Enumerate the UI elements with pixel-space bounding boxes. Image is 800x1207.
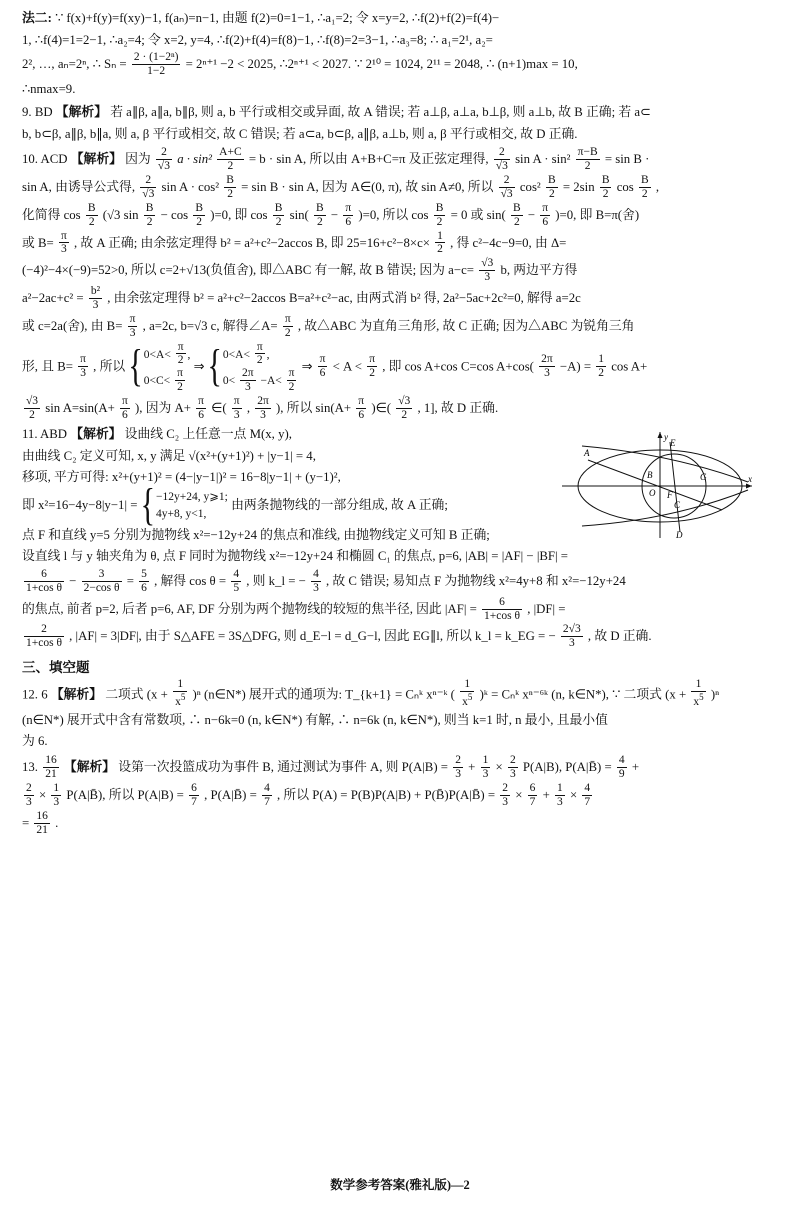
svg-text:D: D [676,529,683,540]
q11-case-system [140,480,228,531]
q10-text-7a: 或 c=2a(舍), 由 B= [22,318,123,333]
q13-text-1e: + [631,760,640,775]
q13-frac-2-3-c: $\frac{2}{3}$ [26,781,32,808]
q12-answer: 6 [41,687,48,702]
q13-text-2g: × [569,787,578,802]
q10-text-3i: − [527,207,536,222]
q13-text-2a: × [38,787,47,802]
q13-text-3: = [22,815,30,830]
svg-text:B: B [647,469,653,480]
q13-text-1b: + [468,760,476,775]
q10-text-5a: (−4)²−4×(−9)=52>0, 所以 c=2+√13(负值舍), 即△ABC 有一解, 故 B 错误; 因为 a−c= [22,263,474,278]
q13-period: . [55,815,59,830]
q10-frac-pi-2-b: $\frac{\pi}{2}$ [177,340,184,367]
q10-text-9a: sin A=sin(A+ [45,401,115,415]
q10-frac-b-2-g: $\frac{B}{2}$ [195,201,203,228]
q10-frac-b-2-c: $\frac{B}{2}$ [601,174,610,200]
q11-line-1 [22,424,562,445]
q10-brace-1: { [128,341,143,392]
svg-text:O: O [649,487,656,498]
q13-answer-fraction [43,754,59,781]
q10-frac-pi-3-c: $\frac{\pi}{3}$ [80,353,86,380]
q8-label: 法二: [22,11,52,25]
q8-sum-fraction [132,51,181,78]
question-10-block [22,146,778,422]
q10-line-7 [22,313,778,340]
q12-text-1a: 二项式 (x + [105,687,168,702]
q10-text-4b: , 故 A 正确; 由余弦定理得 b² = a²+c²−2accos B, 即 25=16+c²−8×c× [73,235,430,250]
q8-text-3b: = 2ⁿ⁺¹ −2 < 2025, ∴2ⁿ⁺¹ < 2027. ∵ 2¹⁰ = 1024, 2¹¹ = 2048, ∴ (n+1)max = 10, [185,57,578,72]
q10-text-1c: = b · sin A, 所以由 A+B+C=π 及正弦定理得, [248,152,489,167]
q10-line-5 [22,257,778,284]
question-8-block [22,8,778,100]
q13-answer-num: 16 [45,754,57,767]
q11-line-8 [22,596,778,623]
q10-answer: ACD [40,152,68,167]
q10-frac-2-sqrt3-c: $\frac{2}{√3}$ [142,174,155,200]
page-content [22,8,778,838]
q11-text-7a: = [126,573,134,588]
question-11-block [22,424,778,650]
q11-text-1: 设曲线 C₂ 上任意一点 M(x, y), [124,426,292,441]
q10-frac-pi-2-d: $\frac{\pi}{2}$ [256,340,263,367]
q10-frac-b-2-f: $\frac{B}{2}$ [145,201,154,228]
q11-brace: { [140,480,156,531]
q11-line-9 [22,623,778,650]
q10-text-5b: b, 两边平方得 [500,263,578,278]
q10-frac-2pi-3-c: $\frac{2\pi}{3}$ [257,395,269,421]
q11-frac-4-5: $\frac{4}{5}$ [233,567,240,594]
q10-frac-b-2: $\frac{B}{2}$ [226,174,234,200]
q10-text-2d: cos² [519,180,541,194]
q12-number: 12. [22,687,38,702]
q10-text-3j: )=0, 即 B=π(舍) [555,207,640,222]
q13-number: 13. [22,760,38,775]
q13-frac-6-7-b: $\frac{6}{7}$ [529,781,536,808]
q10-frac-b-2-e: $\frac{B}{2}$ [87,201,96,228]
q10-text-9b: ), 因为 A+ [135,401,191,415]
q10-text-1b: a · sin² [177,152,212,167]
q8-text-3a: 2², …, aₙ=2ⁿ, ∴ Sₙ = [22,57,127,72]
q8-line-4: ∴nmax=9. [22,82,76,97]
q11-minus-1: − [69,573,77,588]
q10-text-3a: 化简得 cos [22,207,81,222]
q13-text-1c: × [495,760,503,775]
q10-frac-pi-3: $\frac{\pi}{3}$ [60,229,67,256]
q12-line-1 [22,678,778,709]
q10-frac-2-sqrt3-d: $\frac{2}{√3}$ [500,174,513,200]
q10-text-7b: , a=2c, b=√3 c, 解得∠A= [142,318,278,333]
q10-frac-sqrt3-3: $\frac{√3}{3}$ [481,257,494,284]
svg-text:x: x [748,473,752,484]
q10-text-4c: , 得 c²−4c−9=0, 由 Δ= [450,235,567,250]
q10-frac-pi-6-c: $\frac{\pi}{6}$ [319,353,326,380]
question-13-block [22,754,778,836]
q10-text-9c: ∈( [211,401,227,415]
q11-line-3: 移项, 平方可得: x²+(y+1)² = (4−|y−1|)² = 16−8|y−1| + (y−1)², [22,470,341,485]
q11-case-b: 4y+8, y<1, [156,508,207,521]
q10-text-3e: sin( [289,207,309,222]
q10-line-3 [22,202,778,229]
q12-frac-1-x5-b: $\frac{1}{x^5}$ [462,678,473,708]
q10-case-2c: −A< [260,375,282,388]
page-footer: 数学参考答案(雅礼版)—2 [330,1178,470,1192]
question-12-block [22,678,778,752]
q13-text-1d: P(A|B), P(A|B̄) = [522,760,612,775]
q12-text-1b: )ⁿ (n∈N*) 展开式的通项为: T_{k+1} = Cₙᵏ xⁿ⁻ᵏ ( [192,687,455,702]
q13-text-2c: , P(A|B̄) = [204,787,257,802]
q11-cases [156,489,228,524]
q10-frac-b-2-j: $\frac{B}{2}$ [435,201,444,228]
q13-text-2b: P(A|B̄), 所以 P(A|B) = [66,787,184,802]
q10-text-2e: = 2sin [562,180,595,194]
q10-text-7c: , 故△ABC 为直角三角形, 故 C 正确; 因为△ABC 为锐角三角 [297,318,635,333]
q11-answer: ABD [40,426,68,441]
q9-answer: BD [34,104,53,119]
q11-figure [552,424,762,542]
q13-answer-den: 21 [45,768,57,781]
q13-frac-2-3: $\frac{2}{3}$ [455,754,461,781]
q10-text-8h: cos A+ [611,359,648,374]
q11-diagram-svg [552,424,762,542]
q10-text-2b: sin A · cos² [161,180,220,194]
q10-line-6 [22,285,778,312]
q10-frac-2-sqrt3-b: $\frac{2}{√3}$ [495,146,508,173]
q13-frac-4-7: $\frac{4}{7}$ [264,781,270,808]
q10-case-2b: 0< [222,375,236,388]
q13-line-1 [22,754,778,781]
q13-frac-4-9: $\frac{4}{9}$ [618,754,625,781]
q10-text-3d: )=0, 即 cos [210,207,268,222]
q10-frac-apc-2: $\frac{A+C}{2}$ [219,146,242,173]
q11-text-7c: , 则 k_l = − [246,573,306,588]
q12-text-1c: )ᵏ = Cₙᵏ xⁿ⁻⁶ᵏ (n, k∈N*), ∵ 二项式 (x + [479,687,687,702]
q13-frac-2-3-d: $\frac{2}{3}$ [502,781,508,808]
q13-text-2e: × [515,787,523,802]
q10-frac-sqrt3-2: $\frac{√3}{2}$ [26,395,39,421]
q10-text-2c: = sin B · sin A, 因为 A∈(0, π), 故 sin A≠0, 所以 [241,180,494,194]
q11-number: 11. [22,426,38,441]
q10-brace-2: { [207,341,222,392]
q8-line-3 [22,51,778,78]
q10-text-3f: − [330,207,339,222]
q11-frac-6-1cos-b: $\frac{6}{\text{1+cos θ}}$ [484,595,520,622]
q10-frac-b2-3: $\frac{\text{b²}}{3}$ [90,285,101,311]
q10-text-8c: ⇒ [193,359,205,374]
q11-line-5: 点 F 和直线 y=5 分别为抛物线 x²=−12y+24 的焦点和准线, 由抛物线定义可知 B 正确; [22,527,490,542]
q10-text-8g: −A) = [559,359,592,374]
svg-text:E: E [670,437,676,448]
q10-text-9e: ), 所以 sin(A+ [275,401,352,415]
q11-case-a: −12y+24, y⩾1; [156,491,228,503]
q10-text-3c: − cos [160,207,189,222]
q11-line-4 [22,480,562,531]
q10-frac-pi-6: $\frac{\pi}{6}$ [345,201,352,228]
q13-frac-4-7-b: $\frac{4}{7}$ [584,781,591,808]
q12-line-2: (n∈N*) 展开式中含有常数项, ∴ n−6k=0 (n, k∈N*) 有解, ∴ n=6k (n, k∈N*), 则当 k=1 时, n 最小, 且最小值 [22,712,608,727]
q10-text-9f: )∈( [371,401,391,415]
svg-text:y: y [664,431,668,442]
q10-text-9g: , 1], 故 D 正确. [417,401,499,415]
q10-text-1a: 因为 [125,152,151,167]
q11-line-7 [22,568,778,595]
q11-text-9a: , |AF| = 3|DF|, 由于 S△AFE = 3S△DFG, 则 d_E−l = d_G−l, 因此 EG∥l, 所以 k_l = k_EG = − [69,629,556,644]
q10-text-8b: , 所以 [93,359,126,374]
q10-frac-pi-3-d: $\frac{\pi}{3}$ [233,395,240,421]
q13-analysis-label: 【解析】 [63,760,116,775]
q10-frac-1-2: $\frac{1}{2}$ [437,229,443,256]
q13-frac-6-7: $\frac{6}{7}$ [191,781,197,808]
q11-line-6: 设直线 l 与 y 轴夹角为 θ, 点 F 同时为抛物线 x²=−12y+24 和椭圆 C₁ 的焦点, p=6, |AB| = |AF| − |BF| = [22,549,569,564]
q10-text-1d: sin A · sin² [515,152,571,167]
q13-frac-2-3-b: $\frac{2}{3}$ [509,754,516,781]
q10-text-3h: = 0 或 sin( [450,207,506,222]
q10-frac-pi-2-e: $\frac{\pi}{2}$ [288,367,295,394]
q11-analysis-label: 【解析】 [70,426,122,441]
q10-text-2a: sin A, 由诱导公式得, [22,180,136,194]
q10-number: 10. [22,152,38,167]
q10-case-1b: 0<C< [143,375,171,388]
q13-text-2d: , 所以 P(A) = P(B)P(A|B) + P(B̄)P(A|B̄) = [277,787,496,802]
q10-analysis-label: 【解析】 [70,152,122,167]
q11-text-7b: , 解得 cos θ = [154,573,227,588]
q10-frac-pi-2-f: $\frac{\pi}{2}$ [369,353,375,380]
question-9-block [22,102,778,144]
q10-line-4 [22,230,778,257]
q10-frac-b-2-d: $\frac{B}{2}$ [640,174,649,200]
q10-text-8e: < A < [332,359,362,374]
q10-frac-pi-2: $\frac{\pi}{2}$ [284,312,291,339]
q10-text-1e: = sin B · [604,152,650,167]
q11-frac-2-1cos: $\frac{2}{\text{1+cos θ}}$ [26,623,62,650]
q10-text-2g: , [655,180,660,194]
q12-analysis-label: 【解析】 [50,687,102,702]
q10-frac-pi-6-b: $\frac{\pi}{6}$ [542,201,549,228]
q8-line-1 [22,8,778,29]
q11-text-4a: 即 x²=16−4y−8|y−1| = [22,498,138,513]
q10-frac-1-2-b: $\frac{1}{2}$ [598,353,605,380]
q12-text-1d: )ⁿ [710,687,720,702]
section-title-fill-in-blanks: 三、填空题 [22,660,90,676]
q10-frac-b-2-h: $\frac{B}{2}$ [274,201,283,228]
q9-line-1 [22,102,778,123]
q10-line-9 [22,395,778,422]
q10-frac-pi-2-c: $\frac{\pi}{2}$ [177,367,183,394]
q10-frac-pi-6-e: $\frac{\pi}{6}$ [198,395,204,421]
q10-case-2a: 0<A< [222,348,250,361]
q11-text-8a: 的焦点, 前者 p=2, 后者 p=6, AF, DF 分别为两个抛物线的较短的焦半径, 因此 |AF| = [22,601,477,616]
q9-text-1: 若 a∥β, a∥a, b∥β, 则 a, b 平行或相交或异面, 故 A 错误; 若 a⊥β, a⊥a, b⊥β, 则 a⊥b, 故 B 正确; 若 a⊂ [110,104,651,119]
q10-line-1 [22,146,778,173]
q10-text-4a: 或 B= [22,235,54,250]
q10-frac-sqrt3-2-b: $\frac{√3}{2}$ [398,395,411,421]
q10-text-8d: ⇒ [301,359,313,374]
q12-line-3: 为 6. [22,734,48,749]
q13-text-2f: + [542,787,550,802]
q13-line-3 [22,810,778,837]
q11-text-7d: , 故 C 错误; 易知点 F 为抛物线 x²=4y+8 和 x²=−12y+24 [326,573,626,588]
q11-text-4b: 由两条抛物线的一部分组成, 故 A 正确; [231,498,448,513]
q10-case-system-2 [208,341,299,395]
q11-frac-5-6: $\frac{5}{6}$ [141,567,147,594]
q10-text-6b: , 由余弦定理得 b² = a²+c²−2accos B=a²+c²−ac, 由两式消 b² 得, 2a²−5ac+2c²=0, 解得 a=2c [107,291,581,305]
q11-line-2: 由曲线 C₂ 定义可知, x, y 满足 √(x²+(y+1)²) + |y−1| = 4, [22,448,316,463]
q10-cases-2: 0<A< $\frac{\pi}{2}$ , 0< $\frac{2\pi}{3}$ −A< $\frac{\pi}{2}$ [222,340,295,394]
q13-frac-1-3-b: $\frac{1}{3}$ [53,781,60,808]
q10-frac-2pi-3-b: $\frac{2\pi}{3}$ [541,353,553,380]
q8-text-1: ∵ f(x)+f(y)=f(xy)−1, f(aₙ)=n−1, 由题 f(2)=0=1−1, ∴a₁=2; 令 x=y=2, ∴f(2)+f(2)=f(4)− [55,11,500,25]
q9-line-2: b, b⊂β, a∥β, b∥a, 则 a, β 平行或相交, 故 C 错误; 若 a⊂a, b⊂β, a∥β, a⊥b, 则 a, β 平行或相交, 故 D 正确. [22,126,578,141]
q10-frac-pi-b-2: $\frac{\pi-B}{2}$ [577,146,598,173]
q10-text-6a: a²−2ac+c² = [22,291,84,305]
q13-line-2 [22,782,778,809]
q13-frac-16-21: $\frac{16}{21}$ [36,809,48,836]
q10-frac-2pi-3: $\frac{2\pi}{3}$ [242,367,254,394]
q9-analysis-label: 【解析】 [55,104,107,119]
q11-frac-4-3: $\frac{4}{3}$ [313,567,319,594]
q10-text-8a: 形, 且 B= [22,359,73,374]
q10-frac-2-sqrt3: $\frac{2}{√3}$ [157,146,170,173]
q10-text-3g: )=0, 所以 cos [358,207,429,222]
q8-line-2: 1, ∴f(4)=1=2−1, ∴a₂=4; 令 x=2, y=4, ∴f(2)+f(4)=f(8)−1, ∴f(8)=2=3−1, ∴a₃=8; ∴ a₁=2¹, a₂= [22,32,493,47]
q10-text-3b: (√3 sin [102,207,139,222]
q9-number: 9. [22,104,32,119]
q11-text-8b: , |DF| = [527,601,566,616]
q10-case-system-1 [128,341,190,395]
q11-frac-3-2cos: $\frac{3}{\text{2−cos θ}}$ [83,567,120,594]
q10-frac-b-2-i: $\frac{B}{2}$ [316,201,324,228]
q10-frac-pi-3-b: $\frac{\pi}{3}$ [129,312,136,339]
q12-frac-1-x5: $\frac{1}{x^5}$ [175,678,186,708]
q12-frac-1-x5-c: $\frac{1}{x^5}$ [693,678,704,708]
q10-frac-b-2-k: $\frac{B}{2}$ [512,201,521,228]
q8-frac-den: 1−2 [132,64,181,78]
svg-text:G: G [700,471,707,482]
q11-text-9b: , 故 D 正确. [587,629,652,644]
q10-text-8f: , 即 cos A+cos C=cos A+cos( [382,359,534,374]
q10-frac-b-2-b: $\frac{B}{2}$ [547,174,556,200]
q10-line-2 [22,174,778,201]
q8-frac-num: 2 · (1−2ⁿ) [133,51,179,64]
q10-frac-pi-6-d: $\frac{\pi}{6}$ [122,395,128,421]
q10-text-2f: cos [616,180,634,194]
q11-frac-2sqrt3-3: $\frac{2√3}{3}$ [562,623,581,650]
q10-cases-1: 0<A< $\frac{\pi}{2}$ , 0<C< $\frac{\pi}{2}$ [143,340,191,394]
q10-line-8 [22,341,778,395]
q13-frac-1-3-c: $\frac{1}{3}$ [557,781,563,808]
q10-frac-pi-6-f: $\frac{\pi}{6}$ [358,395,365,421]
q11-body [22,424,562,531]
q10-text-9d: , [246,401,251,415]
q13-text-1a: 设第一次投篮成功为事件 B, 通过测试为事件 A, 则 P(A|B) = [118,760,449,775]
q13-frac-1-3: $\frac{1}{3}$ [482,754,489,781]
q11-frac-6-1cos: $\frac{6}{\text{1+cos θ}}$ [26,567,62,594]
svg-text:C: C [674,499,681,510]
svg-text:A: A [584,447,590,458]
q10-case-1a: 0<A< [143,348,171,361]
svg-text:F: F [667,489,673,500]
